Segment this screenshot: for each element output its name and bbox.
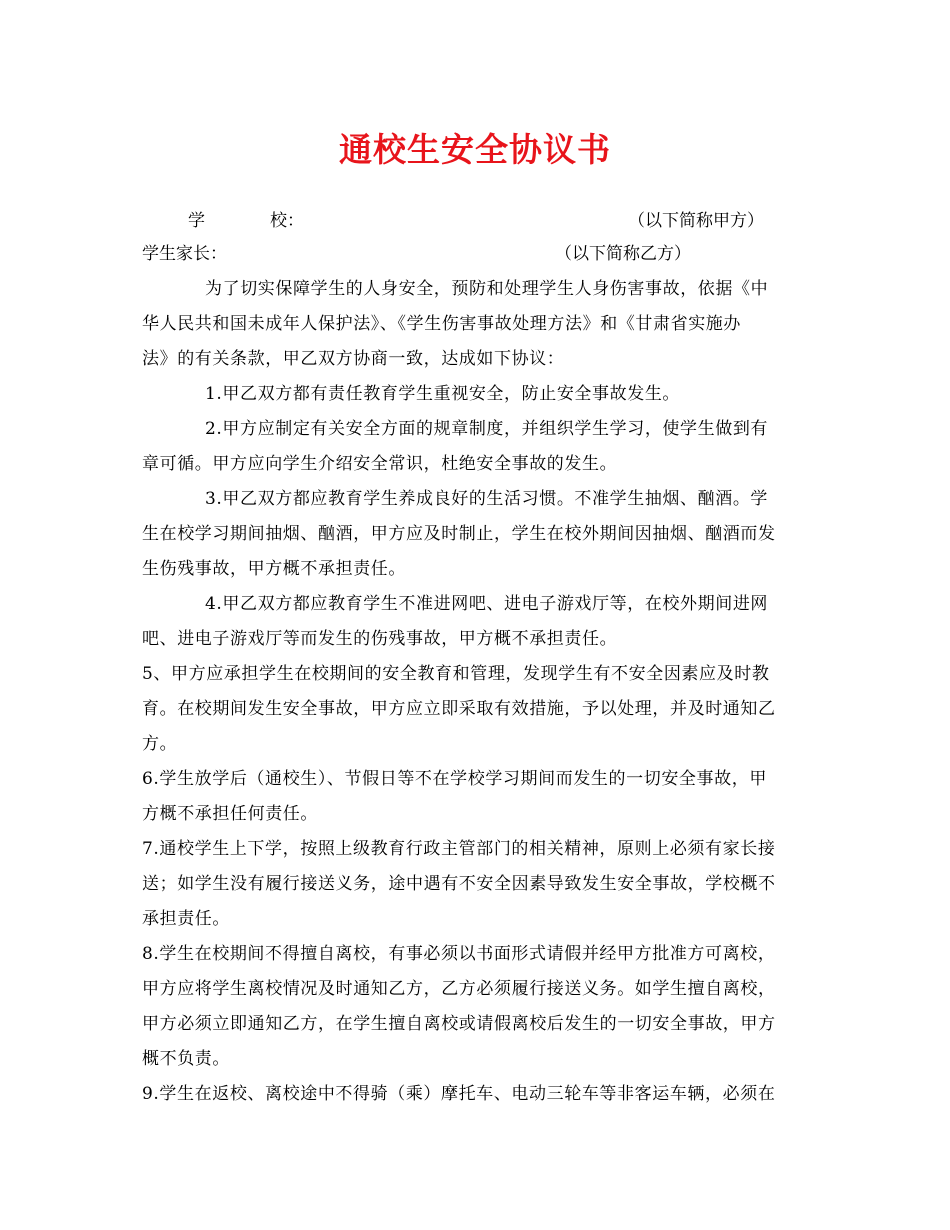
body-line: 3.甲乙双方都应教育学生养成良好的生活习惯。不准学生抽烟、酗酒。学 [205,489,769,509]
school-label-char1: 学 [188,211,205,231]
body-line: 7.通校学生上下学，按照上级教育行政主管部门的相关精神，原则上必须有家长接 [142,839,776,859]
body-line: 吧、进电子游戏厅等而发生的伤残事故，甲方概不承担责任。 [142,629,618,649]
body-line: 8.学生在校期间不得擅自离校，有事必须以书面形式请假并经甲方批准方可离校， [142,944,776,964]
body-line: 生伤残事故，甲方概不承担责任。 [142,559,406,579]
body-line: 甲方应将学生离校情况及时通知乙方，乙方必须履行接送义务。如学生擅自离校， [142,979,776,999]
body-line: 为了切实保障学生的人身安全，预防和处理学生人身伤害事故，依据《中 [205,279,769,299]
body-line: 4.甲乙双方都应教育学生不准进网吧、进电子游戏厅等，在校外期间进网 [205,594,769,614]
body-line: 章可循。甲方应向学生介绍安全常识，杜绝安全事故的发生。 [142,454,618,474]
body-line: 概不负责。 [142,1049,230,1069]
body-line: 5、甲方应承担学生在校期间的安全教育和管理，发现学生有不安全因素应及时教 [142,664,770,684]
party-a-note: （以下简称甲方） [628,211,764,231]
body-line: 方。 [142,734,178,754]
body-line: 法》的有关条款，甲乙双方协商一致，达成如下协议： [142,349,565,369]
body-line: 承担责任。 [142,909,230,929]
body-line: 2.甲方应制定有关安全方面的规章制度，并组织学生学习，使学生做到有 [205,419,769,439]
body-line: 6.学生放学后（通校生）、节假日等不在学校学习期间而发生的一切安全事故，甲 [142,769,767,789]
body-line: 华人民共和国未成年人保护法》、《学生伤害事故处理方法》和《甘肃省实施办 [142,314,741,334]
body-line: 1.甲乙双方都有责任教育学生重视安全，防止安全事故发生。 [205,384,681,404]
party-b-note: （以下简称乙方） [555,244,691,264]
document-title: 通校生安全协议书 [339,130,611,169]
body-line: 生在校学习期间抽烟、酗酒，甲方应及时制止，学生在校外期间因抽烟、酗酒而发 [142,524,776,544]
body-line: 甲方必须立即通知乙方，在学生擅自离校或请假离校后发生的一切安全事故，甲方 [142,1014,776,1034]
school-label-char2: 校： [270,211,304,231]
body-line: 送；如学生没有履行接送义务，途中遇有不安全因素导致发生安全事故，学校概不 [142,874,776,894]
body-line: 育。在校期间发生安全事故，甲方应立即采取有效措施，予以处理，并及时通知乙 [142,699,776,719]
parent-label: 学生家长： [142,244,227,264]
body-line: 9.学生在返校、离校途中不得骑（乘）摩托车、电动三轮车等非客运车辆，必须在 [142,1084,776,1104]
body-line: 方概不承担任何责任。 [142,804,318,824]
